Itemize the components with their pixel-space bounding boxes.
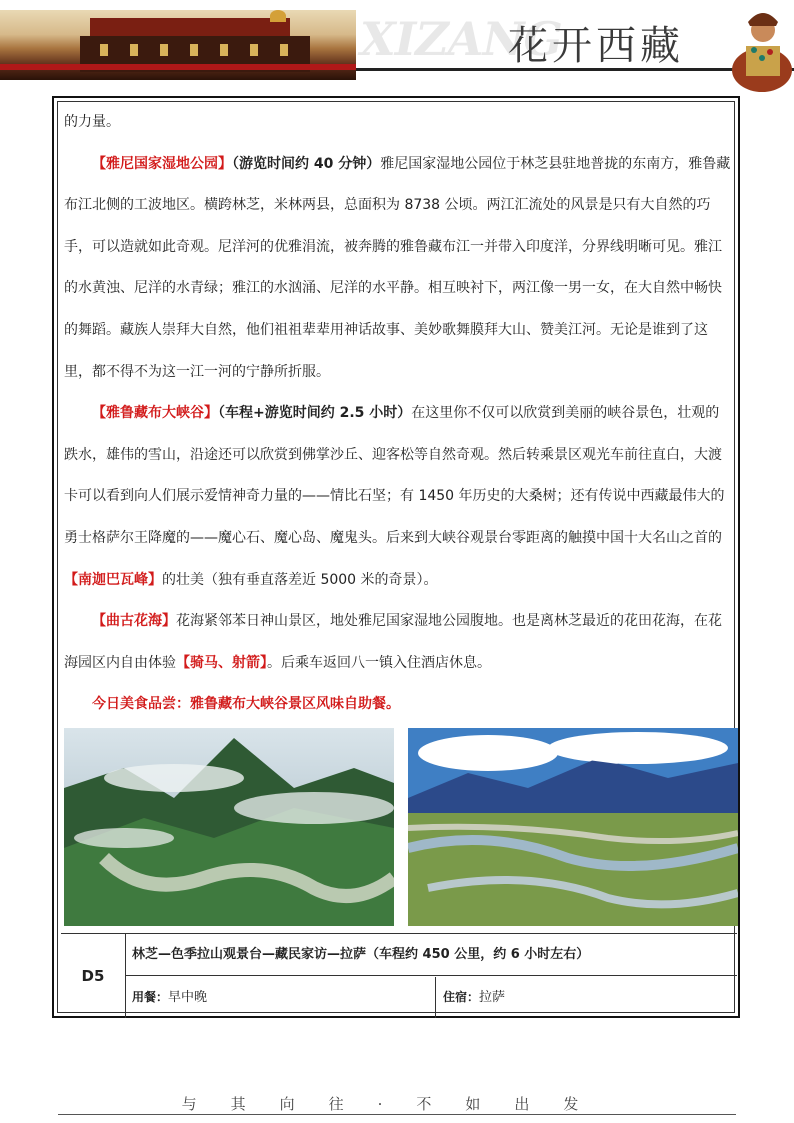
tibetan-figure-illustration (724, 0, 794, 92)
description-qugu-b: 。后乘车返回八一镇入住酒店休息。 (267, 654, 491, 671)
description-yani: 雅尼国家湿地公园位于林芝县驻地普拢的东南方，雅鲁藏布江北侧的工波地区。横跨林芝，米林两县，总面积为 8738 公顷。两江汇流处的风景是只有大自然的巧手，可以造就如此奇观。尼洋河的优雅涓流，被奔腾的雅鲁藏布江一并带入印度洋，分界线明晰可见。雅江的水黄浊、尼洋的水青绿；雅江的水汹涌、尼洋的水平静。相互映衬下，两江像一男一女，在大自然中畅快的舞蹈。藏族人崇拜大自然，他们祖祖辈辈用神话故事、美妙歌舞膜拜大山、赞美江河。无论是谁到了这里，都不得不为这一江一河的宁静所折服。 (64, 155, 731, 380)
highlight-namcha-barwa: 【南迦巴瓦峰】 (64, 571, 162, 588)
meal-cell (126, 977, 436, 1018)
paragraph-continuation: 的力量。 (64, 114, 120, 130)
paragraph-qugu-flowers (64, 601, 732, 684)
xizang-watermark: XIZANG (360, 12, 562, 66)
visit-time-canyon: （车程+游览时间约 2.5 小时） (218, 405, 412, 422)
banner-red-strip (0, 64, 356, 70)
visit-time-yani: （游览时间约 40 分钟） (232, 155, 381, 172)
attraction-qugu-flowers: 【曲古花海】 (92, 613, 176, 630)
accommodation-cell (437, 977, 737, 1018)
page-title: 花开西藏 (508, 23, 684, 69)
footer-rule (58, 1114, 736, 1115)
day-route: 林芝—色季拉山观景台—藏民家访—拉萨（车程约 450 公里，约 6 小时左右） (126, 934, 737, 976)
food-note: 今日美食品尝：雅鲁藏布大峡谷景区风味自助餐。 (92, 696, 400, 713)
accommodation-value: 拉萨 (479, 990, 506, 1005)
itinerary-text (64, 102, 732, 726)
paragraph-grand-canyon (64, 393, 732, 601)
canyon-river-bend-photo (64, 728, 394, 926)
description-canyon-b: 的壮美（独有垂直落差近 5000 米的奇景）。 (162, 571, 438, 588)
day-number: D5 (61, 934, 126, 1018)
wetland-river-photo (408, 728, 738, 926)
accommodation-label: 住宿： (443, 990, 480, 1004)
paragraph-yani-wetland (64, 144, 732, 394)
attraction-yani-wetland: 【雅尼国家湿地公园】 (92, 155, 232, 172)
content-frame (52, 96, 740, 1018)
meal-value: 早中晚 (168, 990, 208, 1005)
highlight-riding-archery: 【骑马、射箭】 (176, 654, 267, 671)
day-schedule-table (61, 933, 737, 1018)
footer-slogan: 与其向往·不如出发 (181, 1095, 613, 1113)
content-inner-frame (57, 101, 735, 1013)
page-header (0, 0, 794, 92)
description-qugu-a: 花海紧邻苯日神山景区，地处雅尼国家湿地公园腹地。也是离林芝最近的花田花海，在花海园区内自由体验 (64, 613, 722, 671)
description-canyon-a: 在这里你不仅可以欣赏到美丽的峡谷景色，壮观的跌水，雄伟的雪山，沿途还可以欣赏到佛掌沙丘、迎客松等自然奇观。然后转乘景区观光车前往直白，大渡卡可以看到向人们展示爱情神奇力量的——情比石坚；有 1450 年历史的大桑树；还有传说中西藏最伟大的勇士格萨尔王降魔的——魔心石、魔心岛、魔鬼头。后来到大峡谷观景台零距离的触摸中国十大名山之首的 (64, 405, 725, 546)
meal-label: 用餐： (132, 990, 169, 1004)
attraction-grand-canyon: 【雅鲁藏布大峡谷】 (92, 405, 218, 422)
